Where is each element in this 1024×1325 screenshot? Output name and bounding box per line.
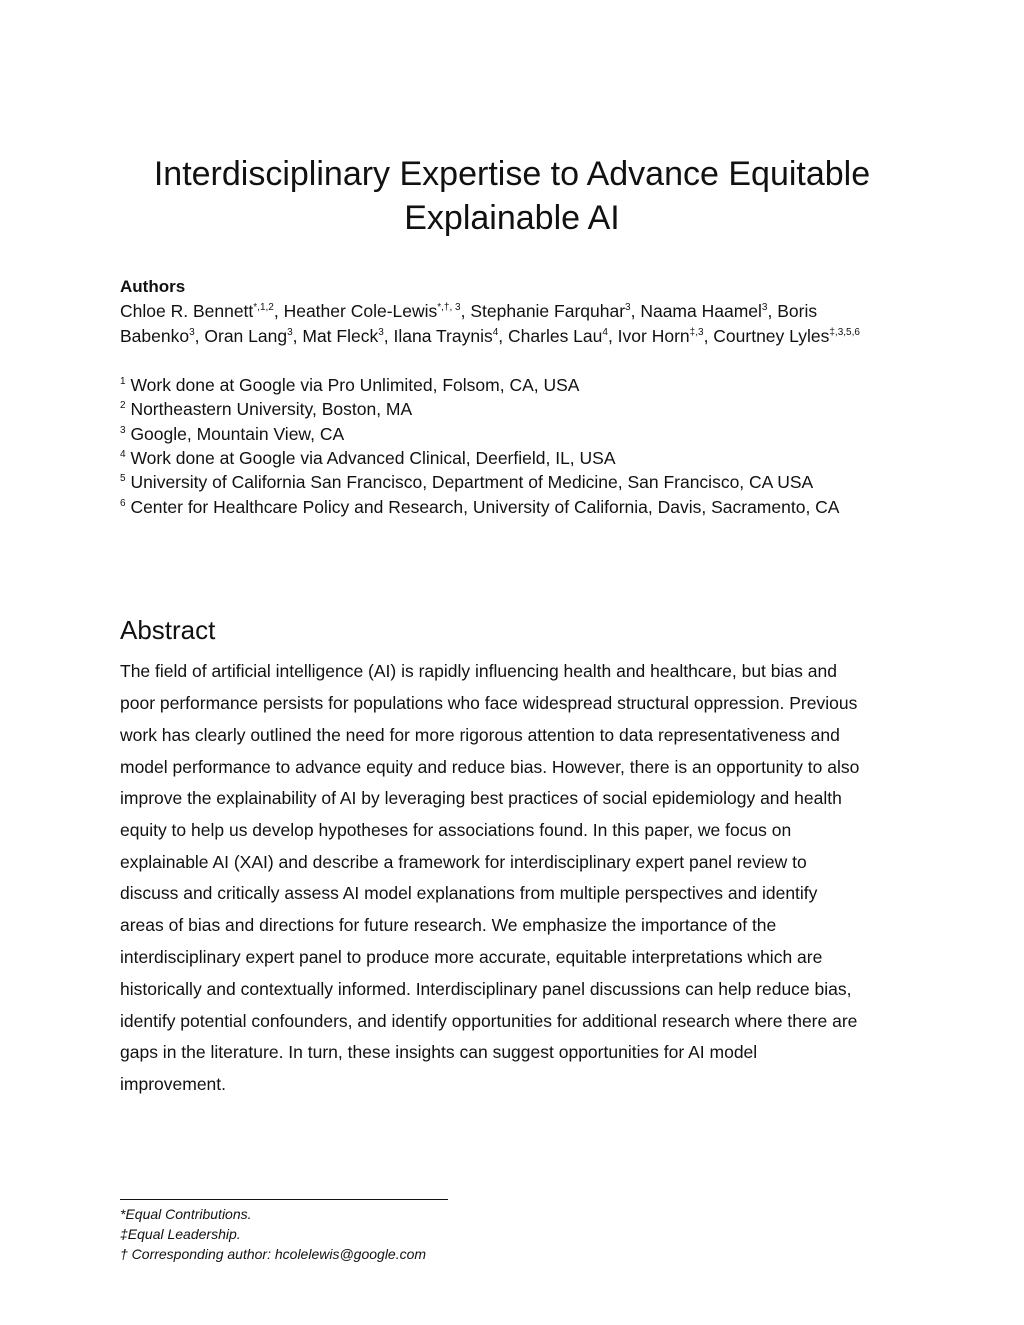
author-affiliation-marks: 4 [602, 327, 608, 338]
footnote-equal-leadership: ‡Equal Leadership. [120, 1226, 241, 1242]
author-affiliation-marks: *,†, 3 [437, 302, 461, 313]
author-name: , Stephanie Farquhar [460, 301, 626, 321]
affiliation-item [120, 472, 813, 493]
affiliation-number: 1 [120, 376, 126, 387]
author-affiliation-marks: *,1,2 [253, 302, 274, 313]
affiliation-text: Work done at Google via Advanced Clinical, Deerfield, IL, USA [130, 448, 616, 468]
abstract-line: equity to help us develop hypotheses for associations found. In this paper, we focus on [120, 820, 792, 840]
affiliation-number: 4 [120, 449, 126, 460]
affiliation-number: 3 [120, 425, 126, 436]
affiliation-item [120, 375, 579, 396]
paper-title [0, 152, 1024, 240]
author-name: , Courtney Lyles [703, 326, 830, 346]
affiliation-item [120, 399, 412, 420]
abstract-line: The field of artificial intelligence (AI) is rapidly influencing health and healthcare, but bias and [120, 661, 837, 681]
abstract-line: improvement. [120, 1074, 227, 1094]
author-name: Chloe R. Bennett [120, 301, 254, 321]
abstract-line: discuss and critically assess AI model explanations from multiple perspectives and identify [120, 883, 818, 903]
author-affiliation-marks: ‡,3 [689, 327, 704, 338]
author-name: , Heather Cole-Lewis [273, 301, 438, 321]
author-name: , Ilana Traynis [383, 326, 493, 346]
affiliation-text: University of California San Francisco, Department of Medicine, San Francisco, CA USA [130, 472, 814, 492]
affiliation-text: Work done at Google via Pro Unlimited, Folsom, CA, USA [130, 375, 580, 395]
abstract-heading: Abstract [120, 615, 216, 645]
affiliation-number: 2 [120, 400, 126, 411]
abstract-line: model performance to advance equity and reduce bias. However, there is an opportunity to also [120, 757, 860, 777]
abstract-line: work has clearly outlined the need for more rigorous attention to data representativeness and [120, 725, 840, 745]
author-name: Babenko [120, 326, 190, 346]
author-affiliation-marks: 3 [761, 302, 768, 313]
author-affiliation-marks: 3 [625, 302, 631, 313]
footnote-divider [120, 1199, 448, 1200]
abstract-line: improve the explainability of AI by leveraging best practices of social epidemiology and health [120, 788, 842, 808]
authors-heading: Authors [120, 277, 186, 296]
author-affiliation-marks: 3 [189, 327, 195, 338]
author-name: , Oran Lang [194, 326, 288, 346]
affiliation-number: 6 [120, 498, 126, 509]
affiliation-item [120, 424, 344, 445]
affiliation-item [120, 497, 839, 518]
footnote-corresponding-author: † Corresponding author: hcolelewis@google.com [120, 1246, 427, 1262]
footnote-equal-contributions: *Equal Contributions. [120, 1206, 252, 1222]
abstract-line: poor performance persists for populations who face widespread structural oppression. Previous [120, 693, 858, 713]
affiliation-text: Center for Healthcare Policy and Research, University of California, Davis, Sacramento, CA [130, 497, 840, 517]
author-name: , Charles Lau [498, 326, 603, 346]
author-affiliation-marks: ‡,3,5,6 [829, 327, 860, 338]
affiliation-text: Northeastern University, Boston, MA [130, 399, 413, 419]
abstract-line: gaps in the literature. In turn, these insights can suggest opportunities for AI model [120, 1042, 758, 1062]
authors-line-2 [120, 326, 860, 347]
abstract-line: historically and contextually informed. Interdisciplinary panel discussions can help reduce bias, [120, 979, 852, 999]
title-line-1: Interdisciplinary Expertise to Advance Equitable [153, 155, 871, 193]
author-name: , Naama Haamel [630, 301, 762, 321]
abstract-line: areas of bias and directions for future research. We emphasize the importance of the [120, 915, 777, 935]
author-affiliation-marks: 3 [287, 327, 293, 338]
author-name: , Ivor Horn [607, 326, 690, 346]
author-name: , Boris [767, 301, 818, 321]
authors-line-1 [120, 301, 817, 322]
author-affiliation-marks: 3 [378, 327, 384, 338]
author-affiliation-marks: 4 [492, 327, 499, 338]
abstract-line: identify potential confounders, and identify opportunities for additional research where there are [120, 1011, 858, 1031]
author-name: , Mat Fleck [292, 326, 379, 346]
affiliation-number: 5 [120, 473, 126, 484]
abstract-line: interdisciplinary expert panel to produce more accurate, equitable interpretations which are [120, 947, 823, 967]
affiliation-item [120, 448, 616, 469]
abstract-line: explainable AI (XAI) and describe a framework for interdisciplinary expert panel review to [120, 852, 807, 872]
title-line-2: Explainable AI [404, 199, 620, 237]
affiliation-text: Google, Mountain View, CA [130, 424, 345, 444]
